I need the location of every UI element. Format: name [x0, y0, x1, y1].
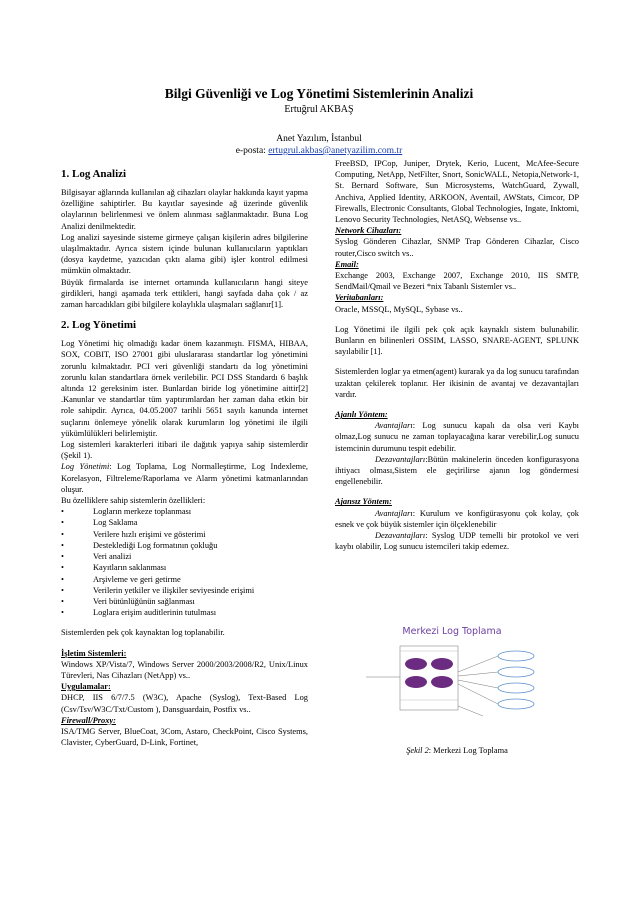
- figure-caption: [335, 746, 579, 755]
- node-4: [431, 676, 453, 688]
- node-3: [405, 676, 427, 688]
- agentless-dis-text: : Syslog UDP temelli bir protokol ve veri kaybı olabilir, Log sunucu istemcileri takip edemez.: [335, 531, 579, 552]
- firewall-text-cont: FreeBSD, IPCop, Juniper, Drytek, Kerio, Lucent, McAfee-Secure Computing, NetApp, NetFilter, Snort, SonicWALL, Netopia,Network-1, St. Bernard Software, Sun Microsystems, WatchGuard, Zywall, Anchiva, Applied Identity, ARKOON, Aventail, AWStats, Cimcor, DP Firewalls, Electronic Consultants, Global Technologies, Ingate, Inktomi, Lenovo Security Technologies, NetASQ, Websense vs..: [335, 159, 579, 225]
- s2-definition-label: Log Yönetimi: [61, 462, 110, 472]
- right-column: [335, 158, 579, 553]
- agentless-adv-label: Avantajları: [375, 508, 413, 518]
- s2-definition-text: : Log Toplama, Log Normalleştirme, Log Indexleme, Korelasyon, Filtreleme/Raporlama ve Alarm yönetimi katmanlarından oluşur.: [61, 462, 308, 494]
- os-text: Windows XP/Vista/7, Windows Server 2000/2003/2008/R2, Unix/Linux Türevleri, Nas Cihazları (NetApp) vs..: [61, 659, 308, 680]
- bullet: •: [61, 529, 64, 539]
- list-item: • Arşivleme ve geri getirme: [61, 574, 181, 584]
- firewall-heading: Firewall/Proxy:: [61, 715, 116, 725]
- email-heading: Email:: [335, 259, 359, 269]
- s2-paragraph-1: Log Yönetimi hiç olmadığı kadar önem kazanmıştı. FISMA, HIBAA, SOX, COBIT, ISO 27001 gibi uluslararası standartlar log yönetimini zorunlu kılmaktadır. PCI veri güvenliği standartı da log yönetimini zorunlu kılan standartlara örnek verilebilir. PCI DSS Standardı 6 başlık altında 12 gereksinim ister. Bunlardan biride log yönetimine aittir[2] .Kanunlar ve standartlar tüm yaptırımlardan her zaman daha etkin bir role sahipdir. Ayrıca, 04.05.2007 tarihli 5651 sayılı kanunda internet suçlarını önlemeye yönelik olarak kurumların log yönetimi ile ilgili yükümlülükleri belirlemiştir.: [61, 339, 308, 438]
- agent-dis-label: Dezavantajları: [375, 454, 426, 464]
- agent-heading: Ajanlı Yöntem:: [335, 410, 388, 420]
- bullet: •: [61, 507, 64, 517]
- list-item: • Veri bütünlüğünün sağlanması: [61, 596, 195, 606]
- agentless-advantages: [335, 508, 579, 530]
- methods-paragraph: Sistemlerden loglar ya etmen(agent) kurarak ya da log sunucu tarafından uzaktan çekilerek toplanır. Her ikisinin de avantaj ve dezavantajları vardır.: [335, 367, 579, 399]
- agentless-adv-text: : Kurulum ve konfigürasyonu çok kolay, çok esnek ve çok büyük sistemler için ölçeklenebilir: [335, 508, 579, 529]
- s2-after-list: Sistemlerden pek çok kaynaktan log toplanabilir.: [61, 628, 225, 638]
- email-link[interactable]: ertugrul.akbas@anetyazilim.com.tr: [268, 146, 403, 156]
- bullet: •: [61, 540, 64, 550]
- figure-title: Merkezi Log Toplama: [402, 626, 502, 637]
- agent-adv-text: : Log sunucu kapalı da olsa veri Kaybı olmaz,Log sunucu ne zaman toplayacağına karar verebilir,Log sunucu istemcinin durumunu tespit edebilir.: [335, 421, 579, 453]
- figure-caption-text: : Merkezi Log Toplama: [428, 746, 508, 755]
- bullet: •: [61, 596, 64, 606]
- feature-list: [61, 506, 308, 618]
- paper-title: Bilgi Güvenliği ve Log Yönetimi Sistemlerinin Analizi: [164, 86, 474, 101]
- email-prefix: e-posta:: [235, 146, 269, 156]
- section-1-title: 1. Log Analizi: [61, 168, 127, 180]
- agent-advantages: [335, 420, 579, 454]
- bullet: •: [61, 585, 64, 595]
- s1-paragraph-2: Log analizi sayesinde sisteme girmeye çalışan kişilerin adres bilgilerine ulaşılmaktadır. Ayrıca sistem içinde bulunan kullanıcıların yaptıkları (dosya kaydetme, yazıcıdan çıktı alama gibi) işler kontrol edilmesi mümkün olmaktadır.: [61, 232, 308, 276]
- lower-connector: [458, 706, 483, 716]
- list-item: • Log Saklama: [61, 518, 138, 528]
- client-3: [498, 683, 534, 693]
- list-item: • Logların merkeze toplanması: [61, 507, 192, 517]
- os-heading: İşletim Sistemleri:: [61, 648, 127, 658]
- apps-heading: Uygulamalar:: [61, 682, 111, 692]
- agent-dis-text: :Bütün makinelerin önceden konfigurasyona ihtiyacı olması,Sistem ele geçirilirse ajanın log göndermesi engellenebilir.: [335, 454, 579, 487]
- s1-paragraph-3: Büyük firmalarda ise internet ortamında kullanıcıların hangi siteye girdikleri, hangi aşamada terk ettikleri, hangi sayfada daha çok / az zaman harcadıkları gibi bilgilere kolaylıkla ulaşmaları sağlanır[1].: [61, 277, 308, 310]
- client-1: [498, 651, 534, 661]
- bullet: •: [61, 608, 64, 618]
- agentless-dis-label: Dezavantajları: [375, 531, 426, 541]
- agentless-disadvantages: [335, 530, 579, 552]
- open-source-paragraph: Log Yönetimi ile ilgili pek çok açık kaynaklı sistem bulunabilir. Bunların en bilinenleri OSSIM, LASSO, SNARE-AGENT, SPLUNK sayılabilir [1].: [335, 324, 579, 357]
- db-heading: Veritabanları:: [335, 293, 384, 303]
- bullet: •: [61, 563, 64, 573]
- list-item: • Desteklediği Log formatının çokluğu: [61, 540, 218, 550]
- list-item: • Veri analizi: [61, 552, 132, 562]
- bullet: •: [61, 518, 64, 528]
- author-name: Ertuğrul AKBAŞ: [284, 104, 354, 115]
- link-2: [458, 672, 498, 676]
- agent-adv-label: Avantajları: [375, 421, 413, 431]
- affiliation: Anet Yazılım, İstanbul: [276, 134, 362, 144]
- list-item: • Verilere hızlı erişimi ve gösterimi: [61, 529, 206, 539]
- left-column: [61, 168, 308, 748]
- node-2: [431, 658, 453, 670]
- central-log-diagram: [358, 620, 546, 730]
- s1-paragraph-1: Bilgisayar ağlarında kullanılan ağ cihazları olaylar hakkında kayıt yapma özelliğine sahiptirler. Bu kayıtlar sayesinde ağ üzerinde güvenlik olaylarının belirlenmesi ve önlem alınması sağlanmaktadır. Buna Log Analizi denilmektedir.: [61, 188, 308, 231]
- list-item: • Loglara erişim auditlerinin tutulması: [61, 608, 217, 618]
- s2-list-intro: Bu özelliklere sahip sistemlerin özellikleri:: [61, 496, 206, 506]
- network-heading: Network Cihazları:: [335, 226, 402, 236]
- db-text: Oracle, MSSQL, MySQL, Sybase vs..: [335, 304, 463, 314]
- s2-paragraph-2: Log sistemleri karakterleri itibari ile dağıtık yapıya sahip sistemlerdir (Şekil 1).: [61, 440, 308, 461]
- s2-definition: [61, 461, 308, 495]
- bullet: •: [61, 552, 64, 562]
- agentless-heading: Ajansız Yöntem:: [335, 497, 392, 507]
- email-text: Exchange 2003, Exchange 2007, Exchange 2010, IIS SMTP, SendMail/Qmail ve Bezeri *nix Tabanlı Sistemler vs..: [335, 271, 579, 292]
- client-4: [498, 699, 534, 709]
- network-text: Syslog Gönderen Cihazlar, SNMP Trap Gönderen Cihazlar, Cisco router,Cisco switch vs..: [335, 237, 579, 258]
- agent-disadvantages: [335, 454, 579, 488]
- section-2-title: 2. Log Yönetimi: [61, 319, 137, 332]
- bullet: •: [61, 574, 64, 584]
- client-2: [498, 667, 534, 677]
- figure-caption-label: Şekil 2: [406, 746, 429, 755]
- list-item: • Kayıtların saklanması: [61, 563, 167, 573]
- node-1: [405, 658, 427, 670]
- firewall-text: ISA/TMG Server, BlueCoat, 3Com, Astaro, CheckPoint, Cisco Systems, Clavister, CyberGuard, D-Link, Fortinet,: [61, 726, 308, 748]
- link-1: [458, 656, 498, 672]
- list-item: • Verilerin yetkiler ve ilişkiler seviyesinde erişimi: [61, 585, 255, 595]
- apps-text: DHCP, IIS 6/7/7.5 (W3C), Apache (Syslog), Text-Based Log (Csv/Tsv/W3C/Txt/Custom ), Dansguardain, Postfix vs..: [61, 693, 308, 714]
- email-line: [0, 146, 638, 156]
